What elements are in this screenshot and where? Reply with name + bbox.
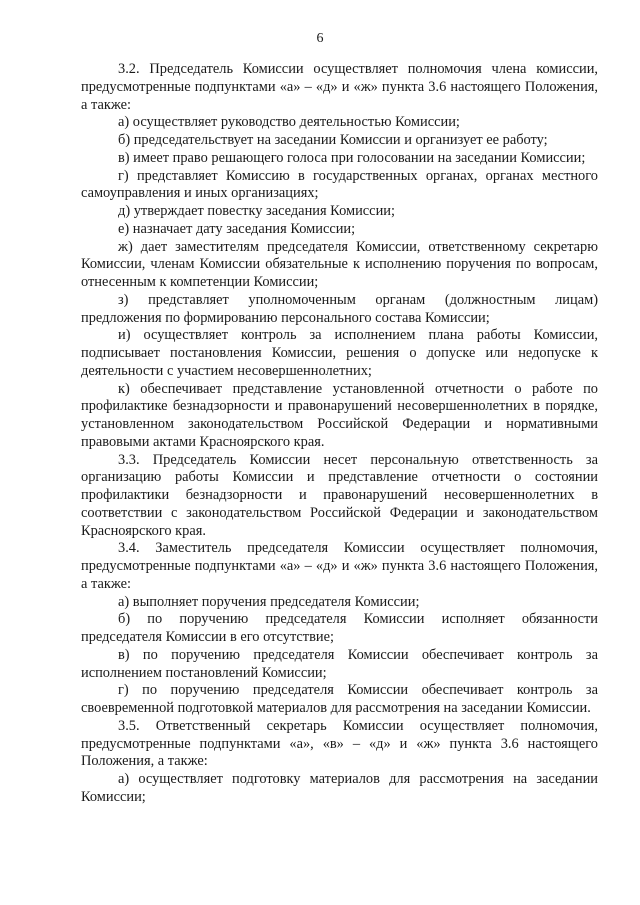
section-3-4-intro: 3.4. Заместитель председателя Комиссии осуществляет полномочия, предусмотренные подпунктами «а» – «д» и «ж» пункта 3.6 настоящего Положения, а также: [81,540,598,592]
list-item-3-2-i: и) осуществляет контроль за исполнением плана работы Комиссии, подписывает постановления Комиссии, решения о допуске или недопуске к деятельности с участием несовершеннолетних; [81,327,598,379]
list-item-3-2-zh: ж) дает заместителям председателя Комиссии, ответственному секретарю Комиссии, членам Комиссии обязательные к исполнению поручения по вопросам, отнесенным к компетенции Комиссии; [81,238,598,290]
list-item-3-4-v: в) по поручению председателя Комиссии обеспечивает контроль за исполнением постановлений Комиссии; [81,646,598,681]
section-3-5-intro: 3.5. Ответственный секретарь Комиссии осуществляет полномочия, предусмотренные подпунктами «а», «в» – «д» и «ж» пункта 3.6 настоящего Положения, а также: [81,717,598,770]
list-item-3-2-d: д) утверждает повестку заседания Комиссии; [118,203,395,219]
list-item-3-5-a: а) осуществляет подготовку материалов для рассмотрения на заседании Комиссии; [81,771,598,805]
list-item-3-2-v: в) имеет право решающего голоса при голосовании на заседании Комиссии; [118,149,586,166]
page-number: 6 [316,31,324,46]
list-item-3-2-b: б) председательствует на заседании Комиссии и организует ее работу; [118,132,548,148]
list-item-3-4-b: б) по поручению председателя Комиссии исполняет обязанности председателя Комиссии в его отсутствие; [81,611,598,645]
list-item-3-4-g: г) по поручению председателя Комиссии обеспечивает контроль за своевременной подготовкой материалов для рассмотрения на заседании Комиссии. [81,682,598,716]
section-3-3: 3.3. Председатель Комиссии несет персональную ответственность за организацию работы Комиссии и представление отчетности о состоянии профилактики безнадзорности и правонарушений несовершеннолетних в соответствии с законодательством Российской Федерации и законодательством Красноярского края. [81,451,598,539]
list-item-3-2-k: к) обеспечивает представление установленной отчетности о работе по профилактике безнадзорности и правонарушений несовершеннолетних в порядке, установленном законодательством Российской Федерации и нормативными правовыми актами Красноярского края. [81,380,598,450]
section-3-2-intro: 3.2. Председатель Комиссии осуществляет полномочия члена комиссии, предусмотренные подпунктами «а» – «д» и «ж» пункта 3.6 настоящего Положения, а также: [81,61,598,113]
list-item-3-2-g: г) представляет Комиссию в государственных органах, органах местного самоуправления и иных организациях; [81,167,598,202]
document-body [81,61,598,807]
list-item-3-2-e: е) назначает дату заседания Комиссии; [118,220,356,237]
list-item-3-4-a: а) выполняет поручения председателя Комиссии; [118,593,420,610]
list-item-3-2-a: а) осуществляет руководство деятельностью Комиссии; [118,114,460,131]
list-item-3-2-z: з) представляет уполномоченным органам (должностным лицам) предложения по формированию персонального состава Комиссии; [81,291,598,326]
